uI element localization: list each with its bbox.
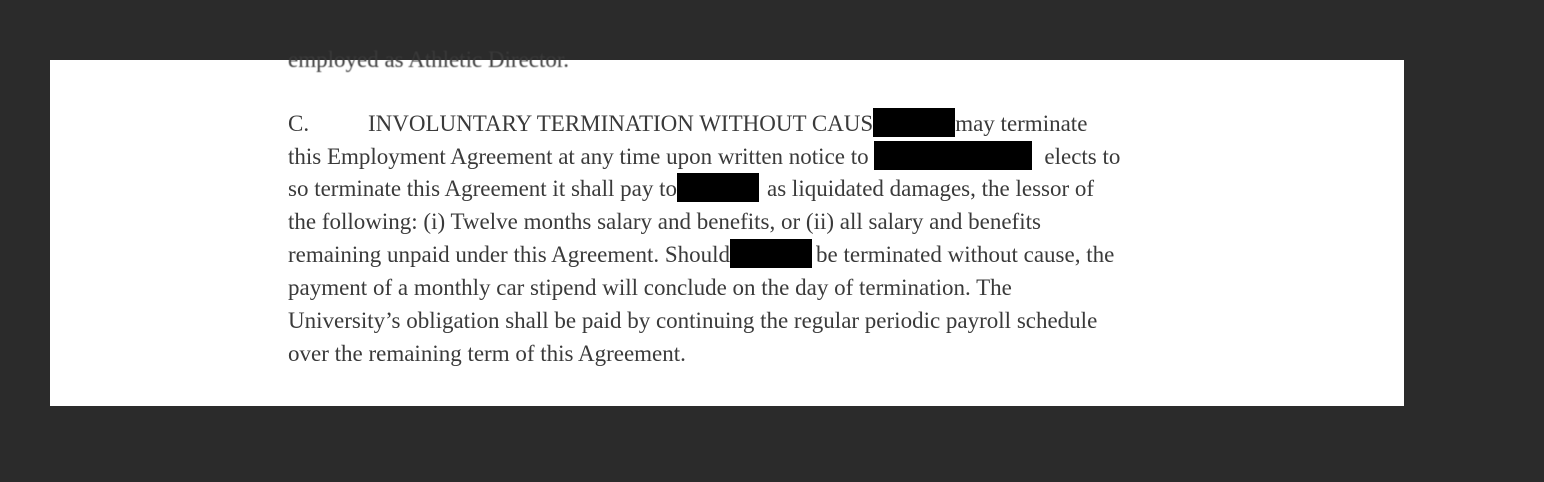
line-3-text-a: so terminate this Agreement it shall pay to — [288, 176, 678, 201]
line-2-text-b: elects to — [1044, 144, 1121, 169]
line-1-text-a: INVOLUNTARY TERMINATION WITHOUT CAUS — [368, 111, 874, 136]
paragraph-line-6 — [288, 271, 1012, 304]
paragraph-line-1 — [288, 107, 1087, 140]
line-8-text: over the remaining term of this Agreement. — [288, 341, 686, 366]
line-6-text: payment of a monthly car stipend will conclude on the day of termination. The — [288, 275, 1012, 300]
line-3-text-b: as liquidated damages, the lessor of — [767, 176, 1095, 201]
paragraph-line-8 — [288, 337, 686, 370]
document-page — [50, 47, 1404, 406]
line-7-text: University’s obligation shall be paid by continuing the regular periodic payroll schedule — [288, 308, 1098, 333]
redaction-box — [874, 141, 1032, 170]
paragraph-line-4 — [288, 205, 1041, 238]
line-5-text-a: remaining unpaid under this Agreement. Should — [288, 242, 731, 267]
line-5-text-b: be terminated without cause, the — [816, 242, 1115, 267]
cut-off-text-line: employed as Athletic Director. — [288, 47, 570, 72]
line-4-text: the following: (i) Twelve months salary and benefits, or (ii) all salary and benefits — [288, 209, 1041, 234]
paragraph-line-7 — [288, 304, 1097, 337]
paragraph-line-3 — [288, 172, 1094, 205]
section-letter: C. — [288, 111, 310, 136]
line-1-text-b: may terminate — [955, 111, 1088, 136]
line-2-text-a: this Employment Agreement at any time upon written notice to — [288, 144, 875, 169]
redaction-box — [677, 173, 759, 202]
redaction-box — [730, 239, 812, 268]
paragraph-line-5 — [288, 238, 1114, 271]
paragraph-line-2 — [288, 140, 1120, 173]
redaction-box — [873, 108, 955, 137]
